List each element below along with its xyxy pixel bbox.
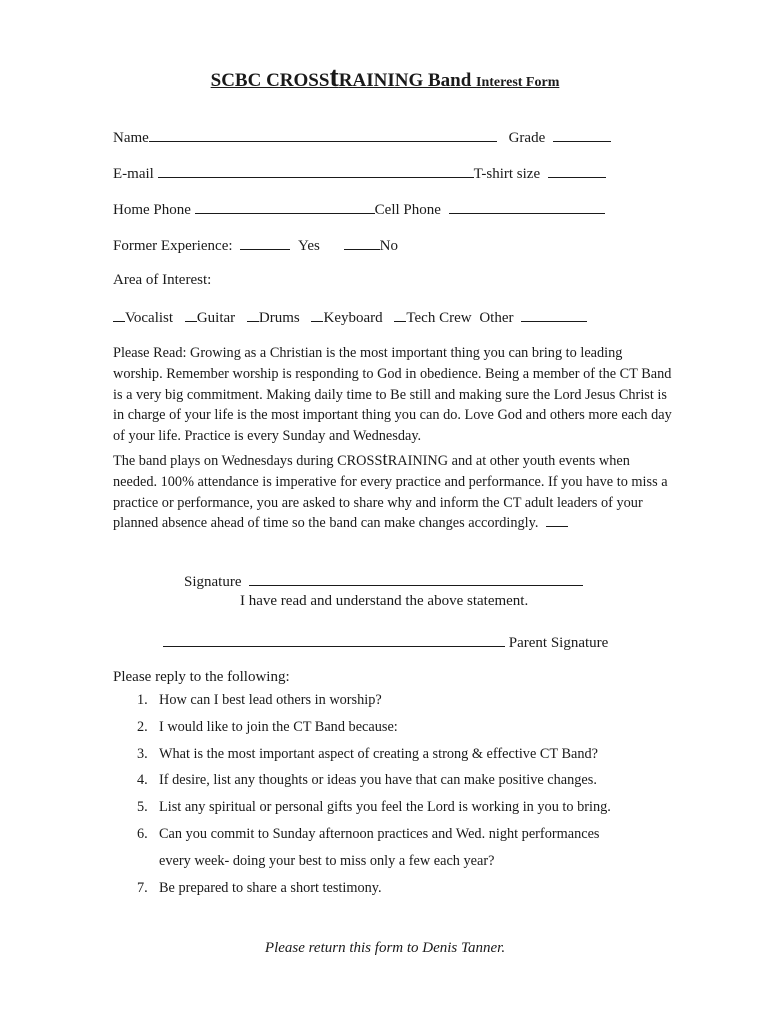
home-phone-label: Home Phone bbox=[113, 202, 191, 218]
questions-list bbox=[113, 687, 673, 901]
reply-intro: Please reply to the following: bbox=[113, 669, 290, 685]
question-number: 1. bbox=[137, 692, 148, 708]
please-read-paragraph: Please Read: Growing as a Christian is the most important thing you can bring to leading worship. Remember worship is responding to God in obedience. Being a member of the CT Band is a very big commitment. Making daily time to Be still and making sure the Lord Jesus Christ is in charge of your life is the most important thing you can do. Love God and others more each day of your life. Practice is every Sunday and Wednesday. bbox=[113, 345, 672, 445]
tshirt-field[interactable] bbox=[548, 164, 606, 178]
statement-text: I have read and understand the above statement. bbox=[240, 593, 529, 609]
band-info-paragraph bbox=[113, 450, 673, 534]
question-text: I would like to join the CT Band because: bbox=[159, 718, 398, 735]
form-title bbox=[0, 62, 770, 94]
band-info-big-t: t bbox=[382, 449, 388, 470]
name-field[interactable] bbox=[149, 128, 497, 142]
email-row bbox=[113, 164, 606, 183]
question-text: Be prepared to share a short testimony. bbox=[159, 879, 382, 896]
question-number: 5. bbox=[137, 799, 148, 816]
yes-blank[interactable] bbox=[240, 236, 290, 250]
interests-row bbox=[113, 308, 587, 327]
tech-crew-option: Tech Crew bbox=[406, 310, 472, 326]
question-item bbox=[113, 687, 673, 714]
question-item bbox=[113, 714, 673, 741]
question-number: 7. bbox=[137, 879, 148, 896]
signature-field[interactable] bbox=[249, 572, 583, 586]
question-item bbox=[113, 741, 673, 768]
guitar-option: Guitar bbox=[196, 310, 236, 326]
keyboard-blank[interactable] bbox=[311, 308, 323, 322]
question-item bbox=[113, 794, 673, 821]
question-number: 4. bbox=[137, 772, 148, 789]
drums-blank[interactable] bbox=[247, 308, 259, 322]
keyboard-option: Keyboard bbox=[323, 310, 383, 326]
former-experience-label: Former Experience: bbox=[113, 238, 233, 254]
parent-signature-label: Parent Signature bbox=[508, 635, 609, 651]
no-label: No bbox=[379, 238, 398, 254]
cell-phone-field[interactable] bbox=[449, 200, 605, 214]
tshirt-label: T-shirt size bbox=[473, 166, 541, 182]
signature-row bbox=[184, 572, 583, 591]
other-field[interactable] bbox=[521, 308, 587, 322]
question-item bbox=[113, 767, 673, 794]
title-part2: RAINING Band bbox=[338, 70, 477, 91]
question-text: What is the most important aspect of creating a strong & effective CT Band? bbox=[159, 745, 598, 762]
other-option: Other bbox=[479, 310, 514, 326]
question-item bbox=[113, 848, 673, 875]
footer-note: Please return this form to Denis Tanner. bbox=[264, 940, 506, 956]
vocalist-blank[interactable] bbox=[113, 308, 125, 322]
question-text: How can I best lead others in worship? bbox=[159, 692, 382, 708]
parent-signature-row bbox=[163, 633, 608, 652]
question-text: List any spiritual or personal gifts you feel the Lord is working in you to bring. bbox=[159, 799, 611, 816]
title-big-t: t bbox=[329, 62, 339, 93]
experience-row bbox=[113, 236, 398, 255]
band-info-rest: RAINING and at other youth events when needed. 100% attendance is imperative for every practice and performance. If you have to miss a practice or performance, you are asked to share why and inform the CT adult leaders of your planned absence ahead of time so the band can make changes accordingly. bbox=[113, 453, 668, 532]
guitar-blank[interactable] bbox=[185, 308, 197, 322]
cell-phone-label: Cell Phone bbox=[374, 202, 441, 218]
title-part1: SCBC CROSS bbox=[210, 70, 330, 91]
name-row bbox=[113, 128, 611, 147]
question-number: 6. bbox=[137, 825, 148, 842]
grade-label: Grade bbox=[508, 130, 546, 146]
phone-row bbox=[113, 200, 605, 219]
email-label: E-mail bbox=[113, 166, 154, 182]
email-field[interactable] bbox=[158, 164, 474, 178]
parent-signature-field[interactable] bbox=[163, 633, 505, 647]
question-item bbox=[113, 821, 673, 848]
signature-label: Signature bbox=[184, 574, 242, 590]
tech-crew-blank[interactable] bbox=[394, 308, 406, 322]
initials-blank[interactable] bbox=[546, 513, 568, 527]
grade-field[interactable] bbox=[553, 128, 611, 142]
question-text: If desire, list any thoughts or ideas you have that can make positive changes. bbox=[159, 772, 597, 789]
yes-label: Yes bbox=[298, 238, 320, 254]
title-small: Interest Form bbox=[476, 75, 560, 90]
name-label: Name bbox=[113, 130, 149, 146]
no-blank[interactable] bbox=[344, 236, 380, 250]
vocalist-option: Vocalist bbox=[125, 310, 174, 326]
question-number: 2. bbox=[137, 718, 148, 735]
home-phone-field[interactable] bbox=[195, 200, 375, 214]
question-item bbox=[113, 875, 673, 902]
drums-option: Drums bbox=[258, 310, 300, 326]
area-of-interest-label: Area of Interest: bbox=[113, 272, 212, 288]
question-number: 3. bbox=[137, 745, 148, 762]
question-text: Can you commit to Sunday afternoon practices and Wed. night performances bbox=[159, 825, 600, 842]
question-text: every week- doing your best to miss only a few each year? bbox=[159, 852, 495, 869]
band-info-start: The band plays on Wednesdays during CROSS bbox=[113, 453, 383, 469]
